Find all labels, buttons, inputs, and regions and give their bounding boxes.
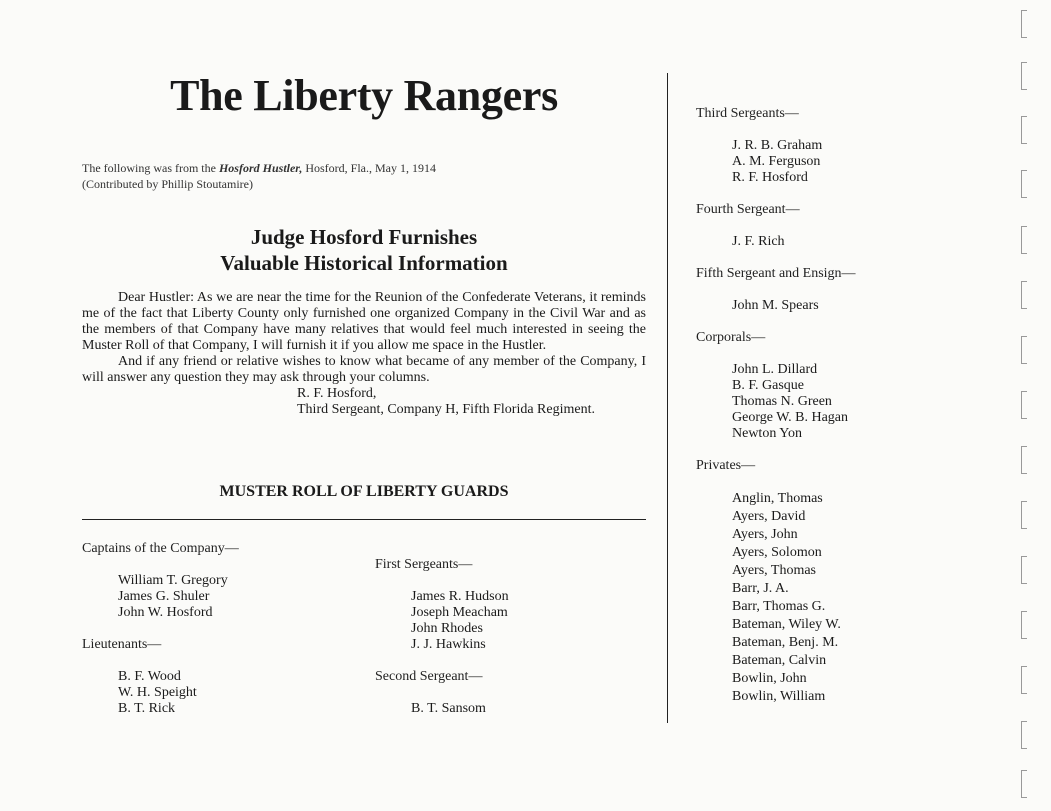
name-list xyxy=(82,573,239,621)
list-item: James G. Shuler xyxy=(118,589,210,604)
list-item: Ayers, John xyxy=(732,527,798,542)
headline-line-2: Valuable Historical Information xyxy=(220,251,508,275)
source-prefix: The following was from the xyxy=(82,161,219,175)
section-header: Privates— xyxy=(696,458,756,473)
binding-hole-mark xyxy=(1021,611,1027,639)
name-list xyxy=(696,138,822,186)
list-item: W. H. Speight xyxy=(118,685,197,700)
list-item: Ayers, David xyxy=(732,509,806,524)
binding-hole-mark xyxy=(1021,666,1027,694)
name-list xyxy=(375,589,509,653)
list-item: B. F. Gasque xyxy=(732,378,804,393)
section-header: Lieutenants— xyxy=(82,637,162,652)
signature-name: R. F. Hosford, xyxy=(297,386,377,401)
binding-hole-mark xyxy=(1021,721,1027,749)
section-fifth-sergeant xyxy=(696,266,856,314)
name-list xyxy=(696,362,848,442)
list-item: Bowlin, William xyxy=(732,689,826,704)
column-divider xyxy=(667,73,668,723)
list-item: R. F. Hosford xyxy=(732,170,808,185)
name-list xyxy=(696,298,856,314)
list-item: Ayers, Solomon xyxy=(732,545,822,560)
list-item: Bateman, Calvin xyxy=(732,653,827,668)
section-header: First Sergeants— xyxy=(375,557,473,572)
horizontal-rule xyxy=(82,519,646,520)
section-lieutenants xyxy=(82,637,197,717)
section-second-sergeant xyxy=(375,669,486,717)
article-headline xyxy=(82,224,646,276)
list-item: A. M. Ferguson xyxy=(732,154,821,169)
section-privates xyxy=(696,458,841,706)
signature-title: Third Sergeant, Company H, Fifth Florida Regiment. xyxy=(297,402,595,417)
list-item: Bowlin, John xyxy=(732,671,807,686)
source-note xyxy=(82,160,436,192)
section-header: Fifth Sergeant and Ensign— xyxy=(696,266,856,281)
section-fourth-sergeant xyxy=(696,202,800,250)
page-title: The Liberty Rangers xyxy=(170,71,558,120)
binding-hole-mark xyxy=(1021,336,1027,364)
list-item: John M. Spears xyxy=(732,298,819,313)
list-item: Bateman, Benj. M. xyxy=(732,635,839,650)
binding-hole-mark xyxy=(1021,556,1027,584)
list-item: Bateman, Wiley W. xyxy=(732,617,841,632)
name-list xyxy=(696,234,800,250)
section-third-sergeants xyxy=(696,106,822,186)
section-header: Corporals— xyxy=(696,330,766,345)
list-item: J. J. Hawkins xyxy=(411,637,486,652)
name-list xyxy=(375,701,486,717)
binding-hole-mark xyxy=(1021,170,1027,198)
binding-hole-mark xyxy=(1021,770,1027,798)
name-list xyxy=(82,669,197,717)
section-header: Fourth Sergeant— xyxy=(696,202,800,217)
list-item: B. T. Rick xyxy=(118,701,176,716)
list-item: B. T. Sansom xyxy=(411,701,486,716)
muster-roll-heading: MUSTER ROLL OF LIBERTY GUARDS xyxy=(219,483,509,500)
letter-paragraph-2: And if any friend or relative wishes to know what became of any member of the Company, I will answer any question they may ask through your columns. xyxy=(82,354,646,385)
name-list xyxy=(696,490,841,706)
list-item: Barr, J. A. xyxy=(732,581,789,596)
headline-line-1: Judge Hosford Furnishes xyxy=(250,225,478,249)
section-header: Captains of the Company— xyxy=(82,541,239,556)
newspaper-name: Hosford Hustler, xyxy=(218,161,303,175)
section-header: Third Sergeants— xyxy=(696,106,799,121)
list-item: J. R. B. Graham xyxy=(732,138,823,153)
section-captains xyxy=(82,541,239,621)
section-header: Second Sergeant— xyxy=(375,669,483,684)
list-item: Thomas N. Green xyxy=(732,394,832,409)
source-line xyxy=(82,160,436,176)
letter-paragraph-1: Dear Hustler: As we are near the time for the Reunion of the Confederate Veterans, it reminds me of the fact that Liberty County only furnished one organized Company in the Civil War and as the members of that Company have many relatives that would feel much interested in seeing the Muster Roll of that Company, I will furnish it if you allow me space in the Hustler. xyxy=(82,290,646,353)
list-item: John Rhodes xyxy=(411,621,483,636)
section-corporals xyxy=(696,330,848,442)
list-item: B. F. Wood xyxy=(118,669,181,684)
contributor-line: (Contributed by Phillip Stoutamire) xyxy=(82,177,253,191)
list-item: Anglin, Thomas xyxy=(732,491,823,506)
list-item: Barr, Thomas G. xyxy=(732,599,826,614)
list-item: Ayers, Thomas xyxy=(732,563,816,578)
list-item: Joseph Meacham xyxy=(411,605,508,620)
binding-hole-mark xyxy=(1021,391,1027,419)
letter-body xyxy=(82,290,646,418)
list-item: George W. B. Hagan xyxy=(732,410,848,425)
list-item: James R. Hudson xyxy=(411,589,509,604)
source-suffix: Hosford, Fla., May 1, 1914 xyxy=(302,161,436,175)
section-first-sergeants xyxy=(375,557,509,653)
binding-hole-mark xyxy=(1021,226,1027,254)
list-item: John L. Dillard xyxy=(732,362,818,377)
binding-hole-mark xyxy=(1021,446,1027,474)
binding-hole-mark xyxy=(1021,501,1027,529)
binding-hole-mark xyxy=(1021,116,1027,144)
binding-hole-mark xyxy=(1021,62,1027,90)
list-item: Newton Yon xyxy=(732,426,803,441)
binding-hole-mark xyxy=(1021,281,1027,309)
list-item: William T. Gregory xyxy=(118,573,228,588)
list-item: John W. Hosford xyxy=(118,605,213,620)
binding-hole-mark xyxy=(1021,10,1027,38)
list-item: J. F. Rich xyxy=(732,234,785,249)
